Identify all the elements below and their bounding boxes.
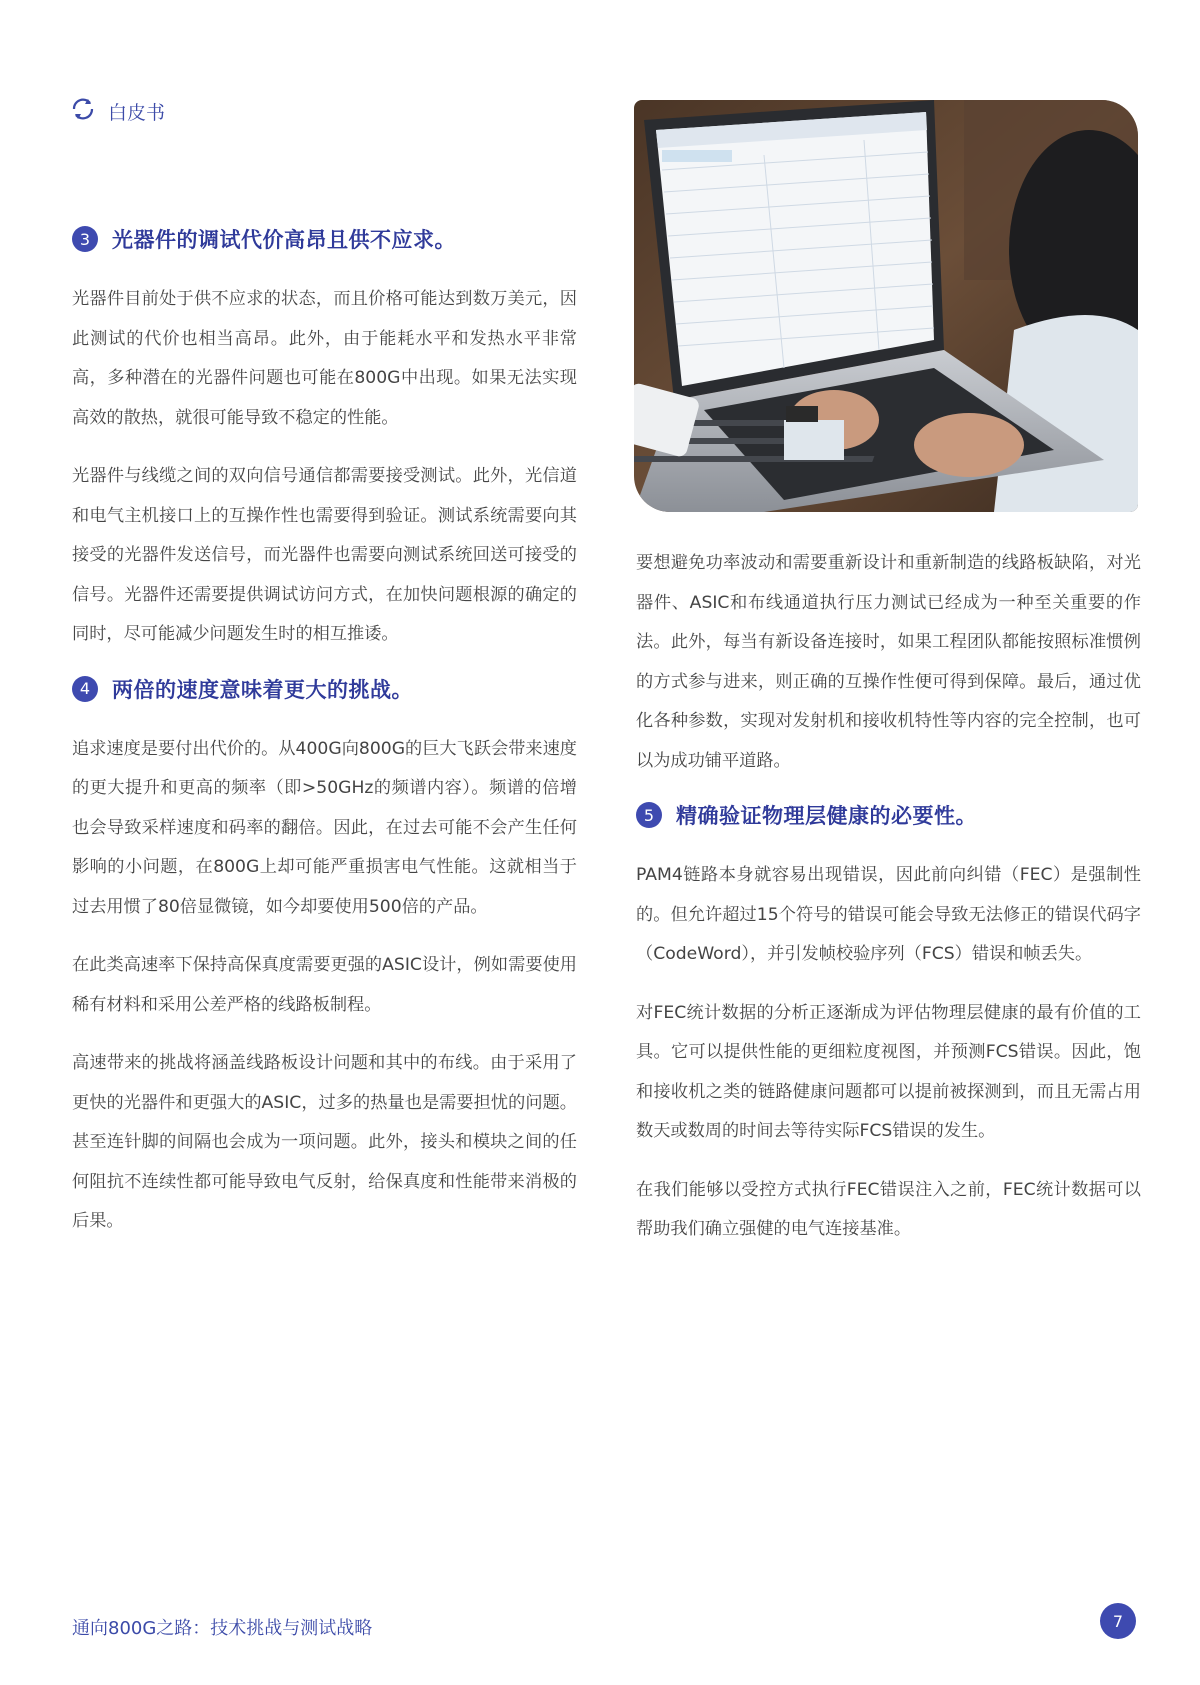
header-label: 白皮书 — [108, 101, 166, 124]
left-column — [72, 224, 577, 1261]
section-5-heading — [636, 800, 1141, 830]
section-title: 精确验证物理层健康的必要性。 — [676, 804, 977, 828]
paragraph: 在此类高速率下保持高保真度需要更强的ASIC设计，例如需要使用稀有材料和采用公差严格的线路板制程。 — [72, 955, 577, 1015]
section-4-heading — [72, 674, 577, 704]
paragraph: 光器件目前处于供不应求的状态，而且价格可能达到数万美元，因此测试的代价也相当高昂。此外，由于能耗水平和发热水平非常高，多种潜在的光器件问题也可能在800G中出现。如果无法实现高效的散热，就很可能导致不稳定的性能。 — [72, 289, 577, 428]
section-title: 两倍的速度意味着更大的挑战。 — [112, 677, 413, 702]
refresh-icon — [70, 96, 96, 126]
section-number-badge: 4 — [72, 676, 98, 702]
paragraph: PAM4链路本身就容易出现错误，因此前向纠错（FEC）是强制性的。但允许超过15个符号的错误可能会导致无法修正的错误代码字（CodeWord），并引发帧校验序列（FCS）错误和帧丢失。 — [636, 865, 1141, 964]
section-number-badge: 5 — [636, 802, 662, 828]
right-column — [636, 544, 1141, 1269]
footer-document-title: 通向800G之路：技术挑战与测试战略 — [72, 1618, 373, 1639]
paragraph: 光器件与线缆之间的双向信号通信都需要接受测试。此外，光信道和电气主机接口上的互操作性也需要得到验证。测试系统需要向其接受的光器件发送信号，而光器件也需要向测试系统回送可接受的信号。光器件还需要提供调试访问方式，在加快问题根源的确定的同时，尽可能减少问题发生时的相互推诿。 — [72, 466, 577, 644]
paragraph: 要想避免功率波动和需要重新设计和重新制造的线路板缺陷，对光器件、ASIC和布线通道执行压力测试已经成为一种至关重要的作法。此外，每当有新设备连接时，如果工程团队都能按照标准惯例的方式参与进来，则正确的互操作性便可得到保障。最后，通过优化各种参数，实现对发射机和接收机特性等内容的完全控制，也可以为成功铺平道路。 — [636, 553, 1141, 771]
section-3-heading — [72, 224, 577, 254]
hero-photo-laptop — [634, 100, 1138, 512]
paragraph: 在我们能够以受控方式执行FEC错误注入之前，FEC统计数据可以帮助我们确立强健的电气连接基准。 — [636, 1179, 1141, 1239]
paragraph: 高速带来的挑战将涵盖线路板设计问题和其中的布线。由于采用了更快的光器件和更强大的ASIC，过多的热量也是需要担忧的问题。甚至连针脚的间隔也会成为一项问题。此外，接头和模块之间的任何阻抗不连续性都可能导致电气反射，给保真度和性能带来消极的后果。 — [72, 1053, 577, 1231]
page-header — [70, 96, 165, 126]
section-number-badge: 3 — [72, 226, 98, 252]
paragraph: 对FEC统计数据的分析正逐渐成为评估物理层健康的最有价值的工具。它可以提供性能的更细粒度视图，并预测FCS错误。因此，饱和接收机之类的链路健康问题都可以提前被探测到，而且无需占用数天或数周的时间去等待实际FCS错误的发生。 — [636, 1002, 1141, 1141]
paragraph: 追求速度是要付出代价的。从400G向800G的巨大飞跃会带来速度的更大提升和更高的频率（即>50GHz的频谱内容）。频谱的倍增也会导致采样速度和码率的翻倍。因此，在过去可能不会产生任何影响的小问题，在800G上却可能严重损害电气性能。这就相当于过去用惯了80倍显微镜，如今却要使用500倍的产品。 — [72, 738, 577, 917]
section-title: 光器件的调试代价高昂且供不应求。 — [112, 228, 456, 252]
page-number-badge: 7 — [1100, 1603, 1136, 1639]
